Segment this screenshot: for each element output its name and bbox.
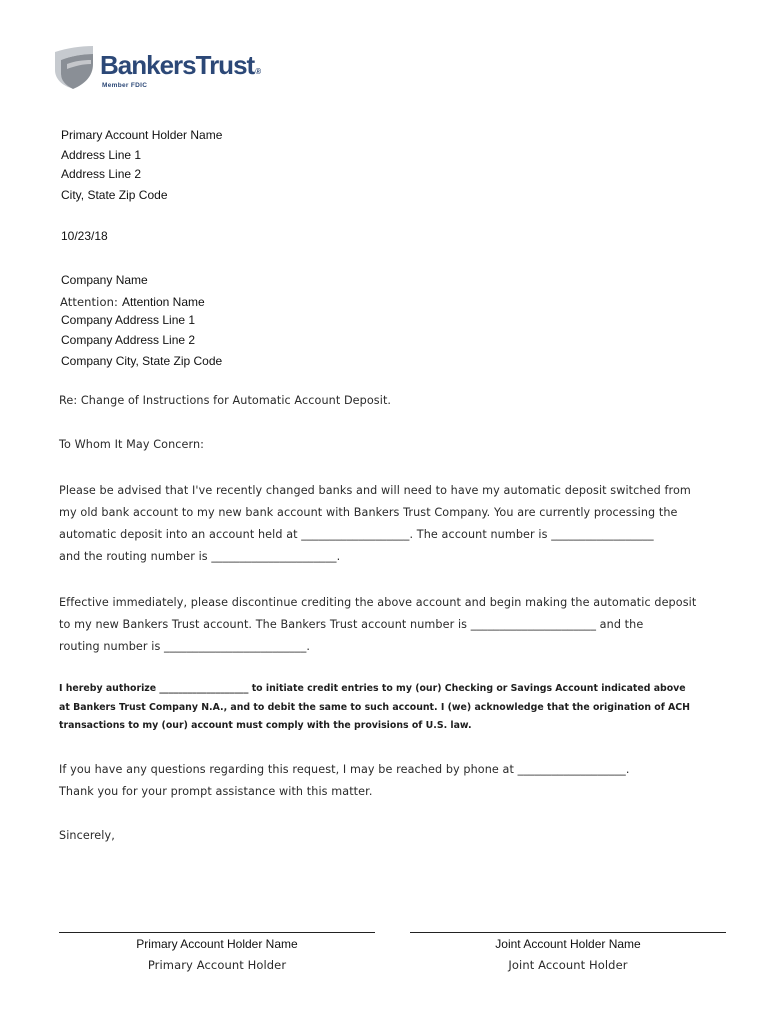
primary-holder-name: Primary Account Holder Name — [136, 937, 298, 951]
attention-name: Attention Name — [121, 295, 205, 309]
paragraph-2-line: routing number is _________________________. — [59, 640, 311, 653]
logo-wordmark: BankersTrust® — [100, 50, 262, 80]
subject-line: Re: Change of Instructions for Automatic Account Deposit. — [59, 394, 392, 407]
paragraph-1-line: and the routing number is ______________________. — [59, 550, 341, 563]
bankers-trust-logo — [53, 44, 293, 94]
primary-holder-label: Primary Account Holder — [147, 958, 287, 972]
paragraph-1-line: my old bank account to my new bank account with Bankers Trust Company. You are currently processing the — [59, 506, 678, 519]
paragraph-1-line: automatic deposit into an account held at ___________________. The account number is __________________ — [59, 528, 654, 541]
closing-line: If you have any questions regarding this request, I may be reached by phone at ___________________. — [59, 763, 630, 776]
paragraph-1-line: Please be advised that I've recently changed banks and will need to have my automatic deposit switched from — [59, 484, 691, 497]
logo-member-fdic: Member FDIC — [102, 82, 148, 89]
primary-signature-line — [59, 932, 375, 933]
salutation: To Whom It May Concern: — [59, 438, 205, 451]
sender-name: Primary Account Holder Name — [61, 128, 223, 142]
sender-address-1: Address Line 1 — [61, 148, 142, 162]
authorization-line: transactions to my (our) account must comply with the provisions of U.S. law. — [59, 720, 472, 731]
authorization-line: I hereby authorize ___________________ to initiate credit entries to my (our) Checking or Savings Account indicated above — [59, 683, 686, 694]
paragraph-2 — [59, 592, 719, 658]
recipient-address-1: Company Address Line 1 — [61, 313, 196, 327]
recipient-attention — [60, 293, 205, 311]
closing-paragraph — [59, 759, 719, 803]
recipient-company: Company Name — [61, 273, 148, 287]
recipient-address-2: Company Address Line 2 — [61, 333, 196, 347]
joint-signature-line — [410, 932, 726, 933]
paragraph-2-line: Effective immediately, please discontinue crediting the above account and begin making the automatic deposit — [59, 596, 697, 609]
shield-icon — [53, 44, 95, 90]
signoff: Sincerely, — [59, 829, 115, 842]
sender-address-2: Address Line 2 — [61, 167, 142, 181]
closing-line: Thank you for your prompt assistance with this matter. — [59, 785, 373, 798]
authorization-line: at Bankers Trust Company N.A., and to debit the same to such account. I (we) acknowledge that the origination of ACH — [59, 701, 691, 713]
sender-city: City, State Zip Code — [61, 188, 168, 202]
joint-holder-name: Joint Account Holder Name — [495, 937, 641, 951]
paragraph-1 — [59, 480, 719, 568]
paragraph-2-line: to my new Bankers Trust account. The Bankers Trust account number is ______________________ and the — [59, 618, 644, 631]
recipient-city: Company City, State Zip Code — [61, 354, 223, 368]
attention-label: Attention: — [60, 295, 118, 309]
authorization-paragraph — [59, 680, 719, 736]
letter-date: 10/23/18 — [61, 229, 108, 243]
joint-holder-label: Joint Account Holder — [508, 958, 628, 972]
